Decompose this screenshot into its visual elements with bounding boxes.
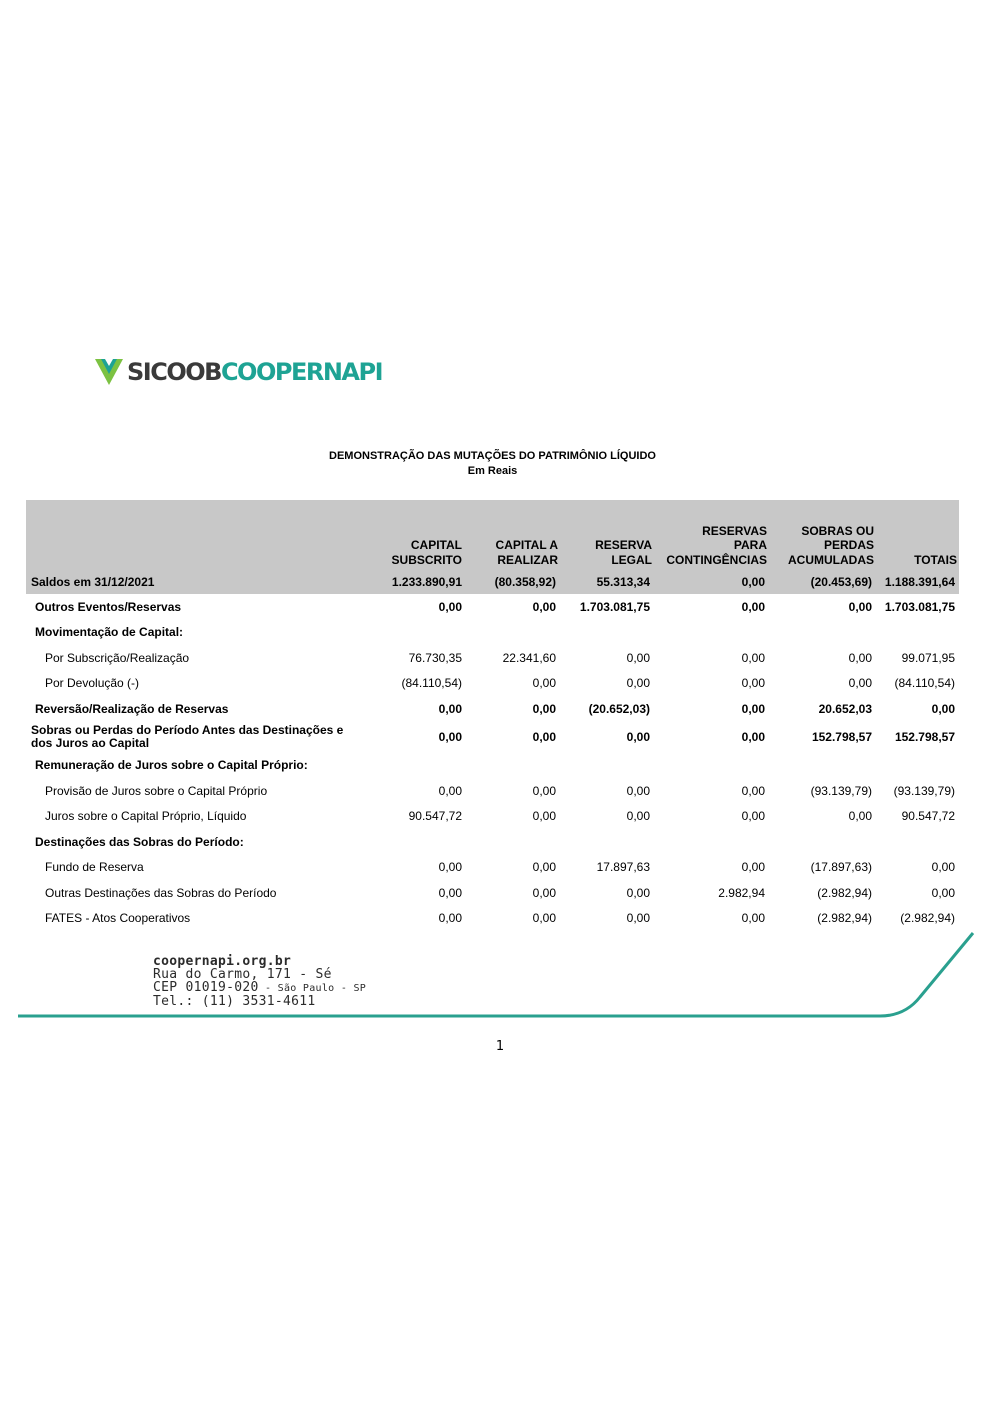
table-body — [26, 570, 959, 931]
row-value: 0,00 — [931, 701, 955, 716]
row-value: 76.730,35 — [408, 650, 462, 665]
row-label: Reversão/Realização de Reservas — [35, 701, 229, 716]
row-value: 0,00 — [532, 911, 556, 926]
header-col-6 — [876, 500, 959, 570]
row-value: 152.798,57 — [894, 730, 955, 744]
row-value — [560, 620, 654, 646]
header-line: SUBSCRITO — [391, 552, 462, 567]
row-label: Remuneração de Juros sobre o Capital Próprio: — [35, 758, 308, 773]
table-row — [26, 620, 959, 646]
row-value: 0,00 — [848, 650, 872, 665]
table-row — [26, 722, 959, 753]
footer-cep: CEP 01019-020 — [153, 980, 259, 995]
row-value: 0,00 — [741, 650, 765, 665]
header-col-3 — [560, 500, 654, 570]
row-value — [466, 829, 560, 855]
row-value: 0,00 — [931, 885, 955, 900]
sicoob-coopernapi-logo — [95, 358, 382, 386]
row-value: 0,00 — [931, 860, 955, 875]
row-value: 1.188.391,64 — [876, 570, 959, 594]
header-line: LEGAL — [611, 552, 652, 567]
row-value: 0,00 — [532, 676, 556, 691]
row-value: 1.703.081,75 — [579, 599, 650, 614]
row-value: 0,00 — [741, 860, 765, 875]
header-line: SOBRAS OU — [801, 523, 874, 538]
row-value — [876, 620, 959, 646]
row-value — [466, 620, 560, 646]
row-value: 0,00 — [626, 885, 650, 900]
header-line: RESERVAS — [702, 523, 767, 538]
header-line: CAPITAL — [410, 538, 462, 552]
row-value: 55.313,34 — [560, 570, 654, 594]
row-label: Por Subscrição/Realização — [45, 650, 190, 665]
row-value: 17.897,63 — [596, 860, 650, 875]
row-value: 1.703.081,75 — [884, 599, 955, 614]
row-label: Provisão de Juros sobre o Capital Próprio — [45, 783, 268, 798]
header-line: REALIZAR — [497, 552, 558, 567]
row-value: 0,00 — [626, 650, 650, 665]
header-label-column — [26, 500, 366, 570]
table-row — [26, 855, 959, 881]
row-value — [769, 753, 876, 779]
row-value: 0,00 — [626, 809, 650, 824]
row-value: 0,00 — [741, 783, 765, 798]
row-value — [654, 829, 769, 855]
row-label: FATES - Atos Cooperativos — [45, 911, 191, 926]
row-value: (93.139,79) — [810, 783, 872, 798]
row-value: (17.897,63) — [810, 860, 872, 875]
row-value: 90.547,72 — [408, 809, 462, 824]
page-number: 1 — [495, 1039, 505, 1054]
row-label: Saldos em 31/12/2021 — [26, 570, 366, 594]
row-value — [366, 829, 466, 855]
document-subtitle: Em Reais — [467, 465, 518, 477]
row-value — [366, 620, 466, 646]
row-value: 0,00 — [438, 911, 462, 926]
header-line: CAPITAL A — [495, 538, 558, 552]
row-value: (2.982,94) — [817, 911, 872, 926]
row-value: (93.139,79) — [893, 783, 955, 798]
row-value: (20.652,03) — [588, 701, 650, 716]
table-row — [26, 594, 959, 620]
table-row — [26, 778, 959, 804]
logo-text — [127, 358, 382, 386]
row-value — [654, 753, 769, 779]
footer-website: coopernapi.org.br — [153, 954, 292, 969]
row-value — [769, 620, 876, 646]
row-value: 0,00 — [654, 570, 769, 594]
footer-address: Rua do Carmo, 171 - Sé — [153, 967, 332, 982]
row-value: (2.982,94) — [900, 911, 955, 926]
row-value: 0,00 — [741, 676, 765, 691]
row-value: 0,00 — [532, 599, 556, 614]
row-value — [466, 753, 560, 779]
row-value: 0,00 — [626, 730, 650, 744]
equity-changes-table-wrapper — [26, 500, 959, 931]
row-value: 0,00 — [741, 599, 765, 614]
logo-sicoob: SICOOB — [127, 358, 221, 386]
row-value: 0,00 — [626, 676, 650, 691]
row-value: (2.982,94) — [817, 885, 872, 900]
row-value — [876, 753, 959, 779]
table-row — [26, 753, 959, 779]
footer-city: - São Paulo - SP — [258, 983, 367, 994]
header-line: CONTINGÊNCIAS — [666, 552, 767, 567]
row-value: 0,00 — [532, 701, 556, 716]
row-value: 22.341,60 — [502, 650, 556, 665]
table-row — [26, 671, 959, 697]
row-value — [366, 753, 466, 779]
row-value: 90.547,72 — [901, 809, 955, 824]
header-line: PARA — [733, 538, 767, 552]
row-value: 0,00 — [848, 676, 872, 691]
row-value: (84.110,54) — [401, 676, 462, 691]
header-col-1 — [366, 500, 466, 570]
row-value: (80.358,92) — [466, 570, 560, 594]
row-label: Outras Destinações das Sobras do Período — [45, 885, 277, 900]
row-value: 0,00 — [438, 783, 462, 798]
footer-phone: Tel.: (11) 3531-4611 — [153, 994, 316, 1009]
logo-coopernapi: COOPERNAPI — [220, 358, 382, 386]
equity-changes-table — [26, 500, 959, 931]
row-value: 2.982,94 — [718, 885, 765, 900]
row-value: 0,00 — [532, 730, 556, 744]
row-value: 0,00 — [626, 911, 650, 926]
row-label: Destinações das Sobras do Período: — [35, 834, 244, 849]
header-col-4 — [654, 500, 769, 570]
table-row — [26, 804, 959, 830]
row-value — [876, 829, 959, 855]
row-value: 0,00 — [741, 730, 765, 744]
row-value: 0,00 — [438, 885, 462, 900]
header-line: PERDAS — [823, 538, 874, 552]
row-label: Outros Eventos/Reservas — [35, 599, 182, 614]
row-label: Juros sobre o Capital Próprio, Líquido — [45, 809, 247, 824]
document-title: DEMONSTRAÇÃO DAS MUTAÇÕES DO PATRIMÔNIO LÍQUIDO — [329, 450, 656, 462]
table-row — [26, 645, 959, 671]
row-label: Movimentação de Capital: — [35, 625, 184, 640]
row-value: 0,00 — [532, 783, 556, 798]
table-row — [26, 570, 959, 594]
row-value: (20.453,69) — [769, 570, 876, 594]
table-header-row — [26, 500, 959, 570]
row-value: 0,00 — [532, 885, 556, 900]
row-value: 0,00 — [532, 809, 556, 824]
row-value — [654, 620, 769, 646]
table-row — [26, 696, 959, 722]
footer-curve-line — [18, 933, 973, 1016]
row-value: 0,00 — [438, 730, 462, 744]
row-value: 0,00 — [626, 783, 650, 798]
header-line: ACUMULADAS — [788, 552, 874, 567]
row-value: 0,00 — [532, 860, 556, 875]
row-value: 0,00 — [741, 809, 765, 824]
header-line: TOTAIS — [914, 552, 957, 567]
row-value: 0,00 — [741, 701, 765, 716]
header-col-5 — [769, 500, 876, 570]
row-label: Por Devolução (-) — [45, 676, 140, 691]
row-label: Sobras ou Perdas do Período Antes das Destinações e dos Juros ao Capital — [31, 723, 344, 750]
row-value: 1.233.890,91 — [366, 570, 466, 594]
row-value: 20.652,03 — [818, 701, 872, 716]
table-row — [26, 829, 959, 855]
row-value: 99.071,95 — [901, 650, 955, 665]
header-col-2 — [466, 500, 560, 570]
row-value: 152.798,57 — [811, 730, 872, 744]
row-value: 0,00 — [848, 809, 872, 824]
row-value: (84.110,54) — [894, 676, 955, 691]
header-line: RESERVA — [595, 538, 652, 552]
row-value: 0,00 — [741, 911, 765, 926]
row-value — [560, 753, 654, 779]
row-value — [769, 829, 876, 855]
table-row — [26, 880, 959, 906]
row-value — [560, 829, 654, 855]
row-value: 0,00 — [438, 860, 462, 875]
row-value: 0,00 — [848, 599, 872, 614]
row-value: 0,00 — [438, 701, 462, 716]
sicoob-logo-icon — [95, 359, 123, 385]
row-value: 0,00 — [438, 599, 462, 614]
row-label: Fundo de Reserva — [45, 860, 144, 875]
footer-decorative-curve — [0, 925, 1000, 1025]
